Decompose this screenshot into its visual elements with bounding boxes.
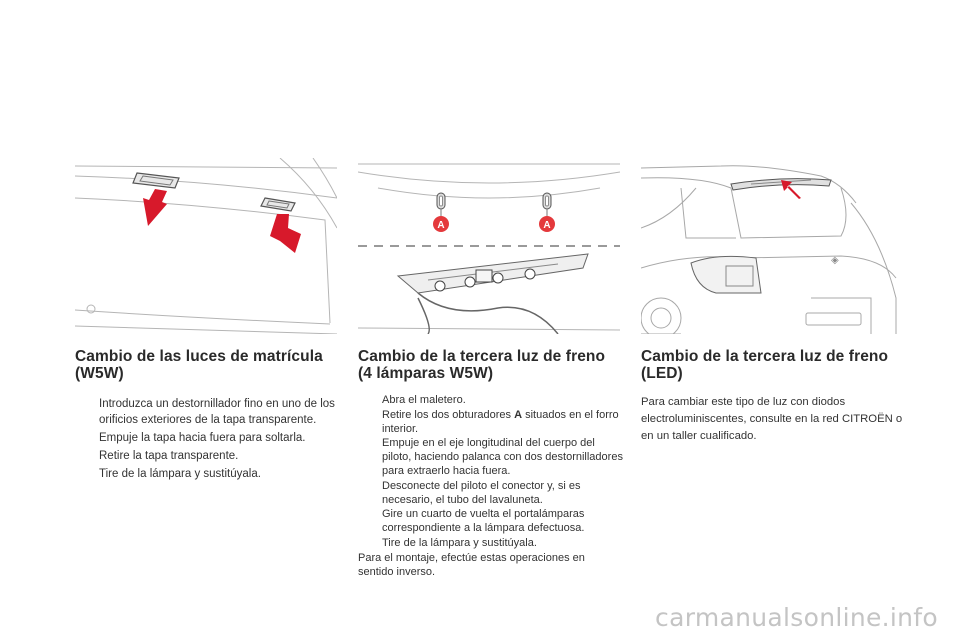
- list-item: Empuje en el eje longitudinal del cuerpo del piloto, haciendo palanca con dos destornilladores para extraerlo hacia fuera.: [382, 437, 623, 477]
- steps-list: [75, 396, 340, 482]
- section-body: Para cambiar este tipo de luz con diodos electroluminiscentes, consulte en la red CITROËN o en un taller cualificado.: [641, 396, 903, 442]
- list-item: Empuje la tapa hacia fuera para soltarla.: [99, 432, 306, 444]
- list-item: Desconecte del piloto el conector y, si es necesario, el tubo del lavaluneta.: [382, 479, 581, 506]
- list-item: Abra el maletero.: [382, 394, 466, 406]
- rear-lamp: [691, 256, 761, 293]
- marker-reference: A: [514, 408, 523, 421]
- brand-logo: ◈: [831, 255, 839, 266]
- list-item: Gire un cuarto de vuelta el portalámparas correspondiente a la lámpara defectuosa.: [382, 508, 585, 535]
- list-item: Introduzca un destornillador fino en uno de los orificios exteriores de la tapa transparente.: [99, 398, 335, 426]
- spoiler-led: [731, 179, 831, 190]
- lamp-right: [261, 198, 295, 211]
- footer-note: Para el montaje, efectúe estas operaciones en sentido inverso.: [358, 551, 585, 578]
- section-third-brake-light-bulbs: [358, 158, 623, 579]
- plug-left: [437, 193, 445, 209]
- marker-a-label: A: [543, 220, 551, 231]
- section-license-plate-lights: [75, 158, 340, 484]
- list-item: Retire los dos obturadores A situados en el forro interior.: [382, 408, 619, 435]
- red-arrow-left-icon: [143, 189, 167, 226]
- marker-a-label: A: [437, 220, 445, 231]
- lamp-left: [133, 173, 179, 188]
- section-title: Cambio de las luces de matrícula (W5W): [75, 348, 323, 382]
- steps-list: [358, 394, 623, 551]
- plug-right: [543, 193, 551, 209]
- third-brake-light-illustration: [358, 158, 620, 334]
- marker-a-right: [539, 216, 555, 232]
- marker-a-left: [433, 216, 449, 232]
- car-rear-illustration: [641, 158, 903, 334]
- list-item: Retire la tapa transparente.: [99, 450, 239, 462]
- red-arrow-right-icon: [270, 214, 301, 253]
- list-item: Tire de la lámpara y sustitúyala.: [99, 468, 261, 480]
- section-title: Cambio de la tercera luz de freno (LED): [641, 348, 889, 382]
- watermark: carmanualsonline.info: [655, 603, 938, 632]
- license-plate-lights-illustration: [75, 158, 337, 334]
- list-item: Tire de la lámpara y sustitúyala.: [382, 536, 537, 549]
- brake-light-unit: [398, 254, 588, 334]
- section-title: Cambio de la tercera luz de freno (4 lámparas W5W): [358, 348, 606, 382]
- section-third-brake-light-led: [641, 158, 906, 445]
